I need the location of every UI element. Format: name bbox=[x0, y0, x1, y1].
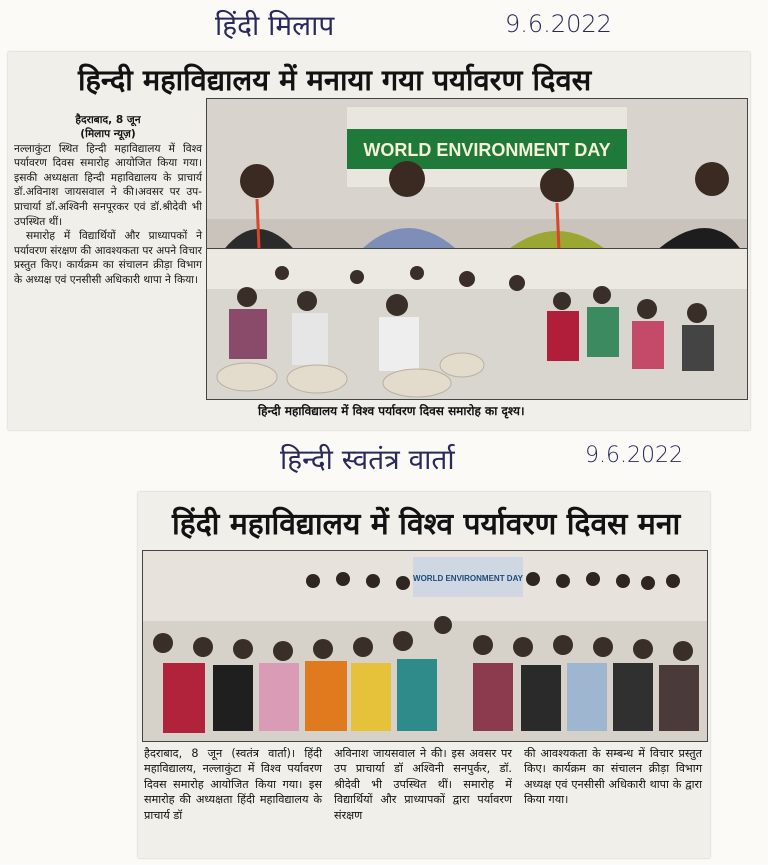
clipping-1-body bbox=[14, 114, 202, 288]
handwritten-source-label-2: हिन्दी स्वतंत्र वार्ता bbox=[280, 443, 455, 476]
handwritten-date-2: 9.6.2022 bbox=[585, 443, 683, 468]
group-photo-banner-text: WORLD ENVIRONMENT DAY bbox=[413, 574, 523, 583]
clipping-2-group-photo bbox=[142, 550, 708, 742]
group-photo-graphic bbox=[143, 551, 707, 741]
dais-banner-text: WORLD ENVIRONMENT DAY bbox=[363, 140, 611, 160]
clipping-2-column-1: हैदराबाद, 8 जून (स्वतंत्र वार्ता)। हिंदी महाविद्यालय, नल्लाकुंटा में विश्व पर्यावरण दिवस समारोह आयोजित किया गया। इस समारोह की अध्यक्षता हिंदी महाविद्यालय के प्राचार्य डॉ bbox=[144, 747, 322, 822]
clipping-1-photo-audience bbox=[206, 248, 748, 400]
news-clipping-2 bbox=[138, 492, 710, 858]
handwritten-date: 9.6.2022 bbox=[505, 10, 612, 38]
agency: (मिलाप न्यूज़) bbox=[80, 127, 136, 140]
news-clipping-1 bbox=[8, 52, 750, 430]
paragraph-2: समारोह में विद्यार्थियों और प्राध्यापकों ने पर्यावरण संरक्षण की आवश्यकता पर अपने विचार प्रस्तुत किए। कार्यक्रम का संचालन क्रीड़ा विभाग के अध्यक्ष एवं एनसीसी अधिकारी थापा ने किया। bbox=[14, 230, 202, 287]
clipping-2-column-2: अविनाश जायसवाल ने की। इस अवसर पर उप प्राचार्या डॉ अश्विनी सनपुर्कर, डॉ. श्रीदेवी भी उपस्थित थीं। समारोह में विद्यार्थियों और प्राध्यापकों द्वारा पर्यावरण संरक्षण bbox=[334, 747, 512, 822]
handwritten-source-label: हिंदी मिलाप bbox=[215, 9, 335, 42]
clipping-1-caption: हिन्दी महाविद्यालय में विश्व पर्यावरण दिवस समारोह का दृश्य। bbox=[258, 404, 525, 418]
dateline: हैदराबाद, 8 जून bbox=[75, 114, 141, 126]
audience-photo-graphic bbox=[207, 249, 747, 399]
clipping-1-headline: हिन्दी महाविद्यालय में मनाया गया पर्यावरण दिवस bbox=[78, 63, 592, 97]
clipping-2-headline: हिंदी महाविद्यालय में विश्व पर्यावरण दिवस मना bbox=[172, 507, 681, 542]
clipping-2-column-3: की आवश्यकता के सम्बन्ध में विचार प्रस्तुत किए। कार्यक्रम का संचालन क्रीड़ा विभाग अध्यक्ष एवं एनसीसी अधिकारी थापा के द्वारा किया गया। bbox=[524, 747, 702, 807]
paragraph-1: नल्लाकुंटा स्थित हिन्दी महाविद्यालय में विश्व पर्यावरण दिवस समारोह आयोजित किया गया। इसकी अध्यक्षता हिन्दी महाविद्यालय के प्राचार्य डॉ.अविनाश जायसवाल ने की।अवसर पर उप-प्राचार्या डॉ.अश्विनी सनपूरकर एवं डॉ.श्रीदेवी भी उपस्थित थीं। bbox=[14, 142, 202, 228]
